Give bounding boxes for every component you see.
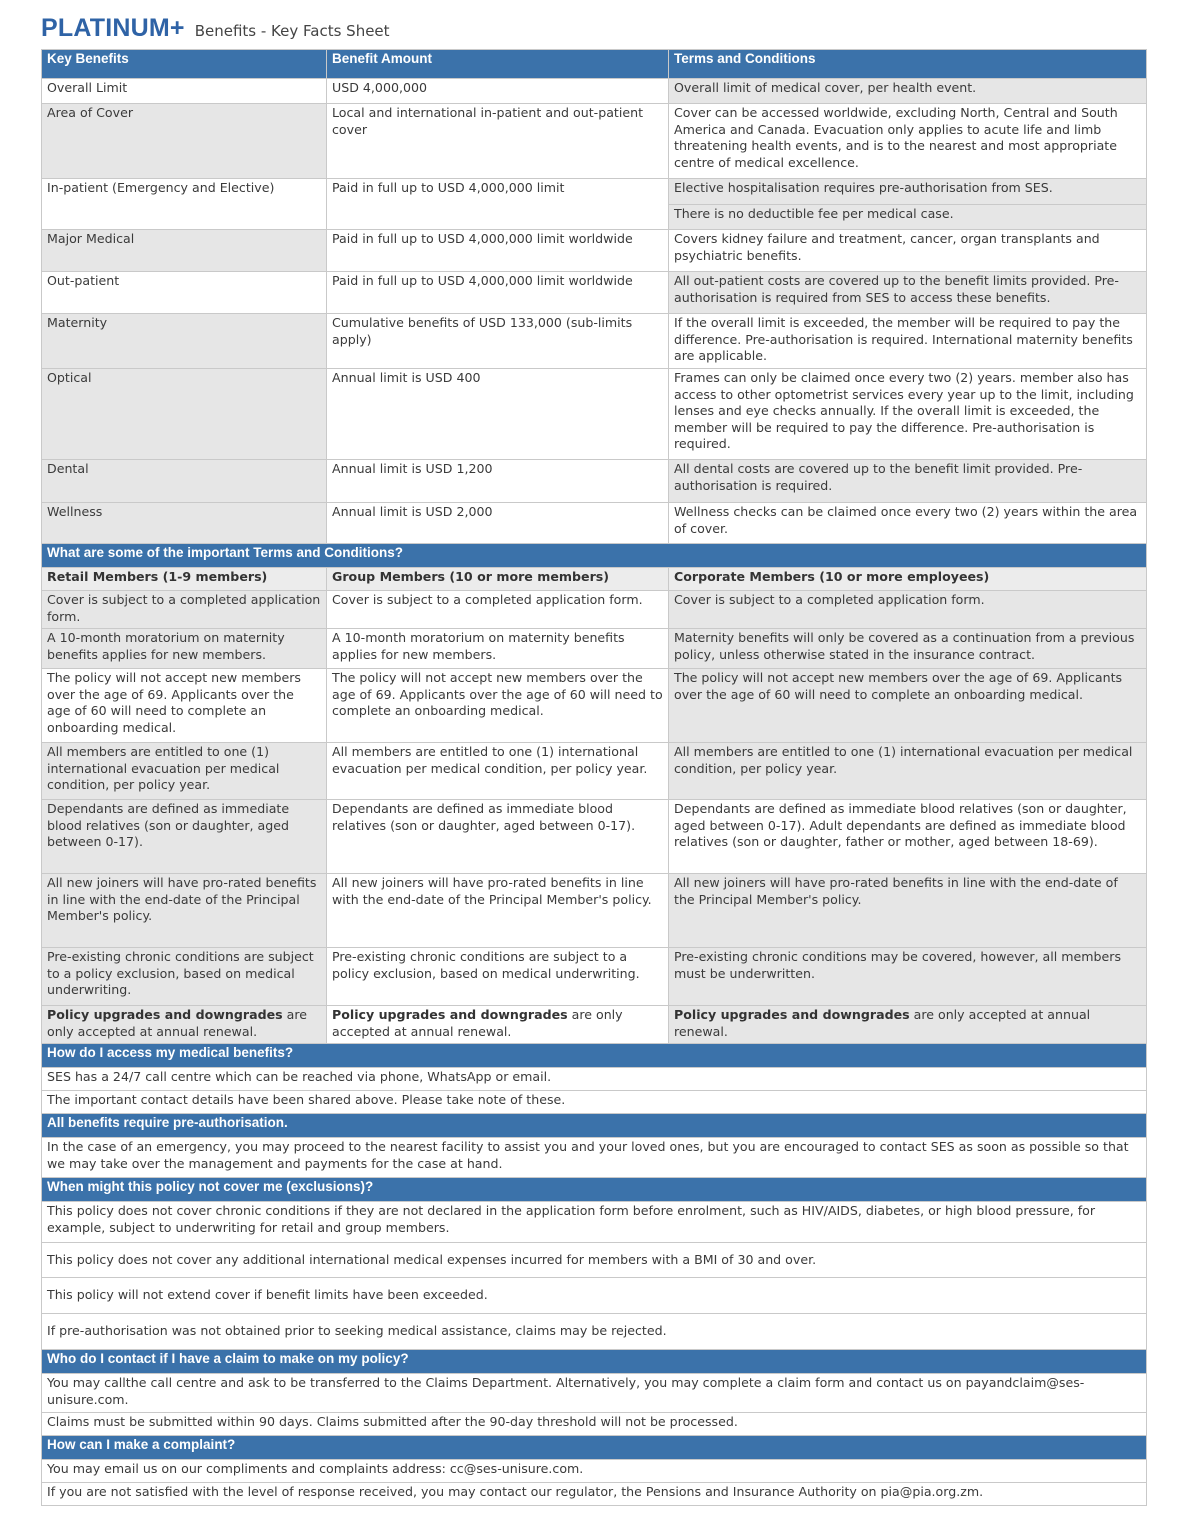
info-text: Claims must be submitted within 90 days. Claims submitted after the 90-day threshold will not be processed. bbox=[42, 1413, 1147, 1436]
info-text: SES has a 24/7 call centre which can be reached via phone, WhatsApp or email. bbox=[42, 1068, 1147, 1091]
benefit-name: Optical bbox=[42, 369, 327, 460]
term-cell: Cover is subject to a completed application form. bbox=[669, 591, 1147, 629]
info-text: In the case of an emergency, you may proceed to the nearest facility to assist you and your loved ones, but you are encouraged to contact SES as soon as possible so that we may take over the management and payments for the case at hand. bbox=[42, 1138, 1147, 1178]
section-title: All benefits require pre-authorisation. bbox=[42, 1114, 1147, 1138]
info-row bbox=[42, 1278, 1147, 1314]
info-text: The important contact details have been shared above. Please take note of these. bbox=[42, 1091, 1147, 1114]
benefit-name: Major Medical bbox=[42, 230, 327, 272]
column-header: Benefit Amount bbox=[327, 50, 669, 79]
upgrade-text: are only accepted at annual renewal. bbox=[674, 1007, 1091, 1039]
benefit-amount: Local and international in-patient and out-patient cover bbox=[327, 104, 669, 179]
table-row bbox=[42, 314, 1147, 369]
benefit-terms: All out-patient costs are covered up to the benefit limits provided. Pre-authorisation is required from SES to access these benefits. bbox=[669, 272, 1147, 314]
benefit-name: Area of Cover bbox=[42, 104, 327, 179]
benefit-amount: Paid in full up to USD 4,000,000 limit worldwide bbox=[327, 272, 669, 314]
benefit-amount: Paid in full up to USD 4,000,000 limit worldwide bbox=[327, 230, 669, 272]
term-cell: All new joiners will have pro-rated benefits in line with the end-date of the Principal Member's policy. bbox=[327, 874, 669, 948]
term-cell: Maternity benefits will only be covered as a continuation from a previous policy, unless otherwise stated in the insurance contract. bbox=[669, 629, 1147, 669]
term-cell: Pre-existing chronic conditions may be covered, however, all members must be underwritten. bbox=[669, 948, 1147, 1006]
table-row bbox=[42, 874, 1147, 948]
benefit-terms: All dental costs are covered up to the benefit limit provided. Pre-authorisation is required. bbox=[669, 460, 1147, 503]
benefit-name: Out-patient bbox=[42, 272, 327, 314]
member-type-header: Corporate Members (10 or more employees) bbox=[669, 568, 1147, 591]
term-cell: All members are entitled to one (1) international evacuation per medical condition, per policy year. bbox=[669, 743, 1147, 800]
info-text: This policy does not cover chronic conditions if they are not declared in the application form before enrolment, such as HIV/AIDS, diabetes, or high blood pressure, for example, subject to underwriting for retail and group members. bbox=[42, 1202, 1147, 1243]
key-facts-table bbox=[41, 49, 1147, 1506]
term-cell: The policy will not accept new members over the age of 69. Applicants over the age of 60 will need to complete an onboarding medical. bbox=[327, 669, 669, 743]
section-header-exclusions bbox=[42, 1178, 1147, 1202]
member-type-header: Group Members (10 or more members) bbox=[327, 568, 669, 591]
term-cell: The policy will not accept new members over the age of 69. Applicants over the age of 60 will need to complete an onboarding medical. bbox=[42, 669, 327, 743]
benefit-name: Overall Limit bbox=[42, 79, 327, 104]
info-text: This policy will not extend cover if benefit limits have been exceeded. bbox=[42, 1278, 1147, 1314]
upgrade-text: are only accepted at annual renewal. bbox=[47, 1007, 307, 1039]
info-row bbox=[42, 1068, 1147, 1091]
benefit-amount: Annual limit is USD 400 bbox=[327, 369, 669, 460]
upgrade-text: are only accepted at annual renewal. bbox=[332, 1007, 623, 1039]
term-cell: The policy will not accept new members over the age of 69. Applicants over the age of 60 will need to complete an onboarding medical. bbox=[669, 669, 1147, 743]
table-row bbox=[42, 503, 1147, 544]
term-cell: A 10-month moratorium on maternity benefits applies for new members. bbox=[327, 629, 669, 669]
benefit-name: Wellness bbox=[42, 503, 327, 544]
benefit-terms: Cover can be accessed worldwide, excluding North, Central and South America and Canada. Evacuation only applies to acute life and limb threatening health events, and is to the nearest and most appropriate centre of medical excellence. bbox=[669, 104, 1147, 179]
benefit-amount: Paid in full up to USD 4,000,000 limit bbox=[327, 179, 669, 230]
upgrade-bold: Policy upgrades and downgrades bbox=[332, 1007, 568, 1022]
table-row bbox=[42, 629, 1147, 669]
term-cell bbox=[669, 1006, 1147, 1044]
term-cell bbox=[42, 1006, 327, 1044]
benefit-name: In-patient (Emergency and Elective) bbox=[42, 179, 327, 230]
table-row bbox=[42, 272, 1147, 314]
benefit-terms: Frames can only be claimed once every two (2) years. member also has access to other optometrist services every year up to the limit, including lenses and eye checks annually. If the overall limit is exceeded, the member will be required to pay the difference. Pre-authorisation is required. bbox=[669, 369, 1147, 460]
term-cell bbox=[327, 1006, 669, 1044]
benefit-terms: Elective hospitalisation requires pre-authorisation from SES. bbox=[669, 179, 1147, 205]
brand-title: PLATINUM+ bbox=[41, 14, 185, 42]
term-cell: All members are entitled to one (1) international evacuation per medical condition, per policy year. bbox=[42, 743, 327, 800]
benefit-terms: If the overall limit is exceeded, the member will be required to pay the difference. Pre-authorisation is required. International maternity benefits are applicable. bbox=[669, 314, 1147, 369]
info-row bbox=[42, 1138, 1147, 1178]
table-row bbox=[42, 79, 1147, 104]
info-row bbox=[42, 1460, 1147, 1483]
benefit-amount: Annual limit is USD 1,200 bbox=[327, 460, 669, 503]
info-row bbox=[42, 1091, 1147, 1114]
benefit-amount: Annual limit is USD 2,000 bbox=[327, 503, 669, 544]
table-row bbox=[42, 948, 1147, 1006]
info-row bbox=[42, 1243, 1147, 1278]
table-row bbox=[42, 743, 1147, 800]
page-subtitle: Benefits - Key Facts Sheet bbox=[194, 22, 390, 40]
benefit-amount: Cumulative benefits of USD 133,000 (sub-limits apply) bbox=[327, 314, 669, 369]
upgrade-bold: Policy upgrades and downgrades bbox=[674, 1007, 910, 1022]
section-header-preauth bbox=[42, 1114, 1147, 1138]
term-cell: Cover is subject to a completed application form. bbox=[42, 591, 327, 629]
benefit-terms: Covers kidney failure and treatment, cancer, organ transplants and psychiatric benefits. bbox=[669, 230, 1147, 272]
table-row bbox=[42, 230, 1147, 272]
section-header-claims bbox=[42, 1350, 1147, 1374]
section-title: How can I make a complaint? bbox=[42, 1436, 1147, 1460]
benefit-terms: There is no deductible fee per medical case. bbox=[669, 205, 1147, 230]
term-cell: All new joiners will have pro-rated benefits in line with the end-date of the Principal Member's policy. bbox=[42, 874, 327, 948]
table-row bbox=[42, 369, 1147, 460]
term-cell: Cover is subject to a completed application form. bbox=[327, 591, 669, 629]
term-cell: Dependants are defined as immediate blood relatives (son or daughter, aged between 0-17). bbox=[327, 800, 669, 874]
section-title: What are some of the important Terms and Conditions? bbox=[42, 544, 1147, 568]
term-cell: A 10-month moratorium on maternity benefits applies for new members. bbox=[42, 629, 327, 669]
info-text: If pre-authorisation was not obtained prior to seeking medical assistance, claims may be rejected. bbox=[42, 1314, 1147, 1350]
benefit-name: Maternity bbox=[42, 314, 327, 369]
table-row bbox=[42, 460, 1147, 503]
table-row bbox=[42, 104, 1147, 179]
benefit-name: Dental bbox=[42, 460, 327, 503]
table-row bbox=[42, 591, 1147, 629]
term-cell: Dependants are defined as immediate blood relatives (son or daughter, aged between 0-17). Adult dependants are defined as immediate blood relatives (son or daughter, father or mother, aged between 18-69). bbox=[669, 800, 1147, 874]
upgrade-bold: Policy upgrades and downgrades bbox=[47, 1007, 283, 1022]
term-cell: Pre-existing chronic conditions are subject to a policy exclusion, based on medical underwriting. bbox=[42, 948, 327, 1006]
info-row bbox=[42, 1413, 1147, 1436]
info-text: You may callthe call centre and ask to be transferred to the Claims Department. Alternatively, you may complete a claim form and contact us on payandclaim@ses-unisure.com. bbox=[42, 1374, 1147, 1413]
benefits-header-row bbox=[42, 50, 1147, 79]
benefit-amount: USD 4,000,000 bbox=[327, 79, 669, 104]
info-row bbox=[42, 1202, 1147, 1243]
term-cell: All new joiners will have pro-rated benefits in line with the end-date of the Principal Member's policy. bbox=[669, 874, 1147, 948]
benefit-terms: Wellness checks can be claimed once every two (2) years within the area of cover. bbox=[669, 503, 1147, 544]
table-row bbox=[42, 800, 1147, 874]
page-header bbox=[41, 14, 390, 48]
section-header-access bbox=[42, 1044, 1147, 1068]
member-type-header: Retail Members (1-9 members) bbox=[42, 568, 327, 591]
info-text: You may email us on our compliments and complaints address: cc@ses-unisure.com. bbox=[42, 1460, 1147, 1483]
term-cell: Pre-existing chronic conditions are subject to a policy exclusion, based on medical underwriting. bbox=[327, 948, 669, 1006]
table-row bbox=[42, 179, 1147, 205]
term-cell: All members are entitled to one (1) international evacuation per medical condition, per policy year. bbox=[327, 743, 669, 800]
table-row bbox=[42, 1006, 1147, 1044]
section-header-terms bbox=[42, 544, 1147, 568]
info-text: If you are not satisfied with the level of response received, you may contact our regulator, the Pensions and Insurance Authority on pia@pia.org.zm. bbox=[42, 1483, 1147, 1506]
benefit-terms: Overall limit of medical cover, per health event. bbox=[669, 79, 1147, 104]
section-title: How do I access my medical benefits? bbox=[42, 1044, 1147, 1068]
info-text: This policy does not cover any additional international medical expenses incurred for members with a BMI of 30 and over. bbox=[42, 1243, 1147, 1278]
term-cell: Dependants are defined as immediate blood relatives (son or daughter, aged between 0-17). bbox=[42, 800, 327, 874]
info-row bbox=[42, 1374, 1147, 1413]
section-title: Who do I contact if I have a claim to make on my policy? bbox=[42, 1350, 1147, 1374]
section-title: When might this policy not cover me (exclusions)? bbox=[42, 1178, 1147, 1202]
info-row bbox=[42, 1483, 1147, 1506]
section-header-complaint bbox=[42, 1436, 1147, 1460]
table-row bbox=[42, 669, 1147, 743]
info-row bbox=[42, 1314, 1147, 1350]
column-header: Key Benefits bbox=[42, 50, 327, 79]
member-types-row bbox=[42, 568, 1147, 591]
column-header: Terms and Conditions bbox=[669, 50, 1147, 79]
